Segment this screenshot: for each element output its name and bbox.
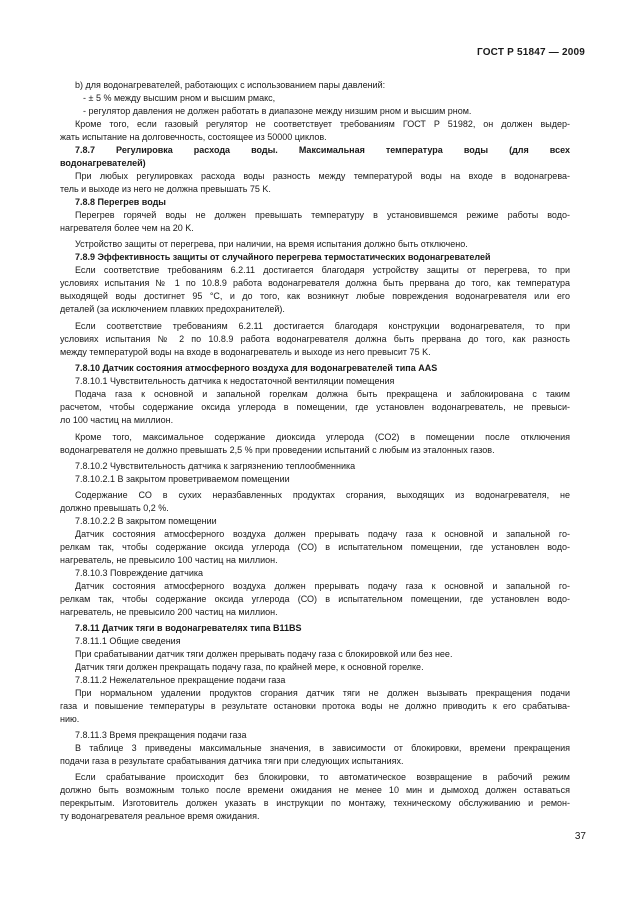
text-line: нию. (60, 714, 80, 724)
document-header: ГОСТ Р 51847 — 2009 (476, 47, 585, 58)
text-line: ло 100 частиц на миллион. (60, 415, 174, 425)
text-line: ту водонагревателя реальное время ожидания. (60, 811, 260, 821)
text-line: 7.8.11.1 Общие сведения (75, 636, 181, 646)
text-line: Подача газа к основной и запальной горелкам должна быть прекращена и заблокирована с таким (75, 389, 570, 399)
text-line: 7.8.10.2.1 В закрытом проветриваемом помещении (75, 474, 290, 484)
text-line: должно превышать 0,2 %. (60, 503, 169, 513)
text-line: Датчик состояния атмосферного воздуха должен прерывать подачу газа к основной и запальной го- (75, 529, 570, 539)
text-line: b) для водонагревателей, работающих с использованием пары давлений: (75, 80, 386, 90)
text-line: Если соответствие требованиям 6.2.11 достигается благодаря конструкции водонагревателя, то при (75, 321, 570, 331)
text-line: 7.8.10.2.2 В закрытом помещении (75, 516, 217, 526)
text-line: тель и выходе из него не должна превышать 75 K. (60, 184, 271, 194)
text-line: подачи газа в результате срабатывания датчика тяги при следующих испытаниях. (60, 756, 404, 766)
text-line: условиях испытания № 2 по 10.8.9 работа водонагревателя должна быть прервана до того, как разность (60, 334, 570, 344)
text-line: 7.8.11.3 Время прекращения подачи газа (75, 730, 247, 740)
text-line: Содержание СО в сухих неразбавленных продуктах сгорания, выходящих из водонагревателя, не (75, 490, 570, 500)
text-line: 7.8.10.2 Чувствительность датчика к загрязнению теплообменника (75, 461, 356, 471)
text-line: 7.8.10 Датчик состояния атмосферного воздуха для водонагревателей типа AAS (75, 363, 438, 373)
text-line: Кроме того, если газовый регулятор не соответствует требованиям ГОСТ Р 51982, он должен выдер- (75, 119, 570, 129)
text-line: При любых регулировках расхода воды разность между температурой воды на входе в водонагрева- (75, 171, 570, 181)
text-line: газа и повышение температуры в результате остановки протока воды не должно приводить к его срабатыва- (60, 701, 570, 711)
text-line: 7.8.10.3 Повреждение датчика (75, 568, 204, 578)
text-line: 7.8.9 Эффективность защиты от случайного перегрева термостатических водонагревателей (75, 252, 491, 262)
text-line: условиях испытания № 1 по 10.8.9 работа водонагревателя должна быть прервана до того, как температура (60, 278, 570, 288)
text-line: Если срабатывание происходит без блокировки, то автоматическое возвращение в рабочий режим (75, 772, 570, 782)
text-line: жать испытание на долговечность, состоящее из 50000 циклов. (60, 132, 327, 142)
text-line: должно быть возможным только после времени ожидания не менее 10 мин и дымоход должен оставаться (60, 785, 570, 795)
text-line: Устройство защиты от перегрева, при наличии, на время испытания должно быть отключено. (75, 239, 468, 249)
text-line: между температурой воды на входе в водонагреватель и выходе из него превысит 75 K. (60, 347, 431, 357)
text-line: Датчик тяги должен прекращать подачу газа, по крайней мере, к основной горелке. (75, 662, 424, 672)
text-line: нагревателя более чем на 20 K. (60, 223, 194, 233)
text-line: деталей (за исключением плавких предохранителей). (60, 304, 285, 314)
text-line: 7.8.11.2 Нежелательное прекращение подачи газа (75, 675, 286, 685)
text-line: нагреватель, не превысило 100 частиц на миллион. (60, 555, 278, 565)
text-line: Перегрев горячей воды не должен превышать температуру в установившемся режиме работы водо- (75, 210, 570, 220)
text-line: выходящей воды достигнет 95 °С, и до того, как возникнут любые повреждения водонагревателя или его (60, 291, 570, 301)
text-line: релкам так, чтобы содержание оксида углерода (СО) в испытательном помещении, где установлен водо- (60, 542, 570, 552)
text-line: Кроме того, максимальное содержание диоксида углерода (CO2) в помещении после отключения (75, 432, 570, 442)
text-line: расчетом, чтобы содержание оксида углерода в помещении, где установлен водонагреватель, не превыси- (60, 402, 570, 412)
text-line: 7.8.10.1 Чувствительность датчика к недостаточной вентиляции помещения (75, 376, 395, 386)
text-line: перекрытым. Изготовитель должен указать в инструкции по монтажу, техническому обслуживанию и ремон- (60, 798, 570, 808)
text-line: Если соответствие требованиям 6.2.11 достигается благодаря устройству защиты от перегрева, то при (75, 265, 570, 275)
text-line: Датчик состояния атмосферного воздуха должен прерывать подачу газа к основной и запальной го- (75, 581, 570, 591)
text-line: 7.8.11 Датчик тяги в водонагревателях типа B11BS (75, 623, 302, 633)
page-number: 37 (574, 831, 586, 842)
text-line: водонагревателя не должно превышать 2,5 % при проведении испытаний с любым из эталонных газов. (60, 445, 495, 455)
text-line: В таблице 3 приведены максимальные значения, в зависимости от блокировки, времени прекращения (75, 743, 570, 753)
text-line: - ± 5 % между высшим pном и высшим pмакс, (83, 93, 276, 103)
text-line: При нормальном удалении продуктов сгорания датчик тяги не должен вызывать прекращения подачи (75, 688, 570, 698)
text-line: - регулятор давления не должен работать в диапазоне между низшим pном и высшим pном. (83, 106, 472, 116)
text-line: релкам так, чтобы содержание оксида углерода (СО) в испытательном помещении, где установлен водо- (60, 594, 570, 604)
text-line: При срабатывании датчик тяги должен прерывать подачу газа с блокировкой или без нее. (75, 649, 453, 659)
text-line: 7.8.7 Регулировка расхода воды. Максимальная температура воды (для всех (75, 145, 570, 155)
text-line: 7.8.8 Перегрев воды (75, 197, 166, 207)
text-line: нагреватель, не превысило 200 частиц на миллион. (60, 607, 278, 617)
text-line: водонагревателей) (60, 158, 146, 168)
